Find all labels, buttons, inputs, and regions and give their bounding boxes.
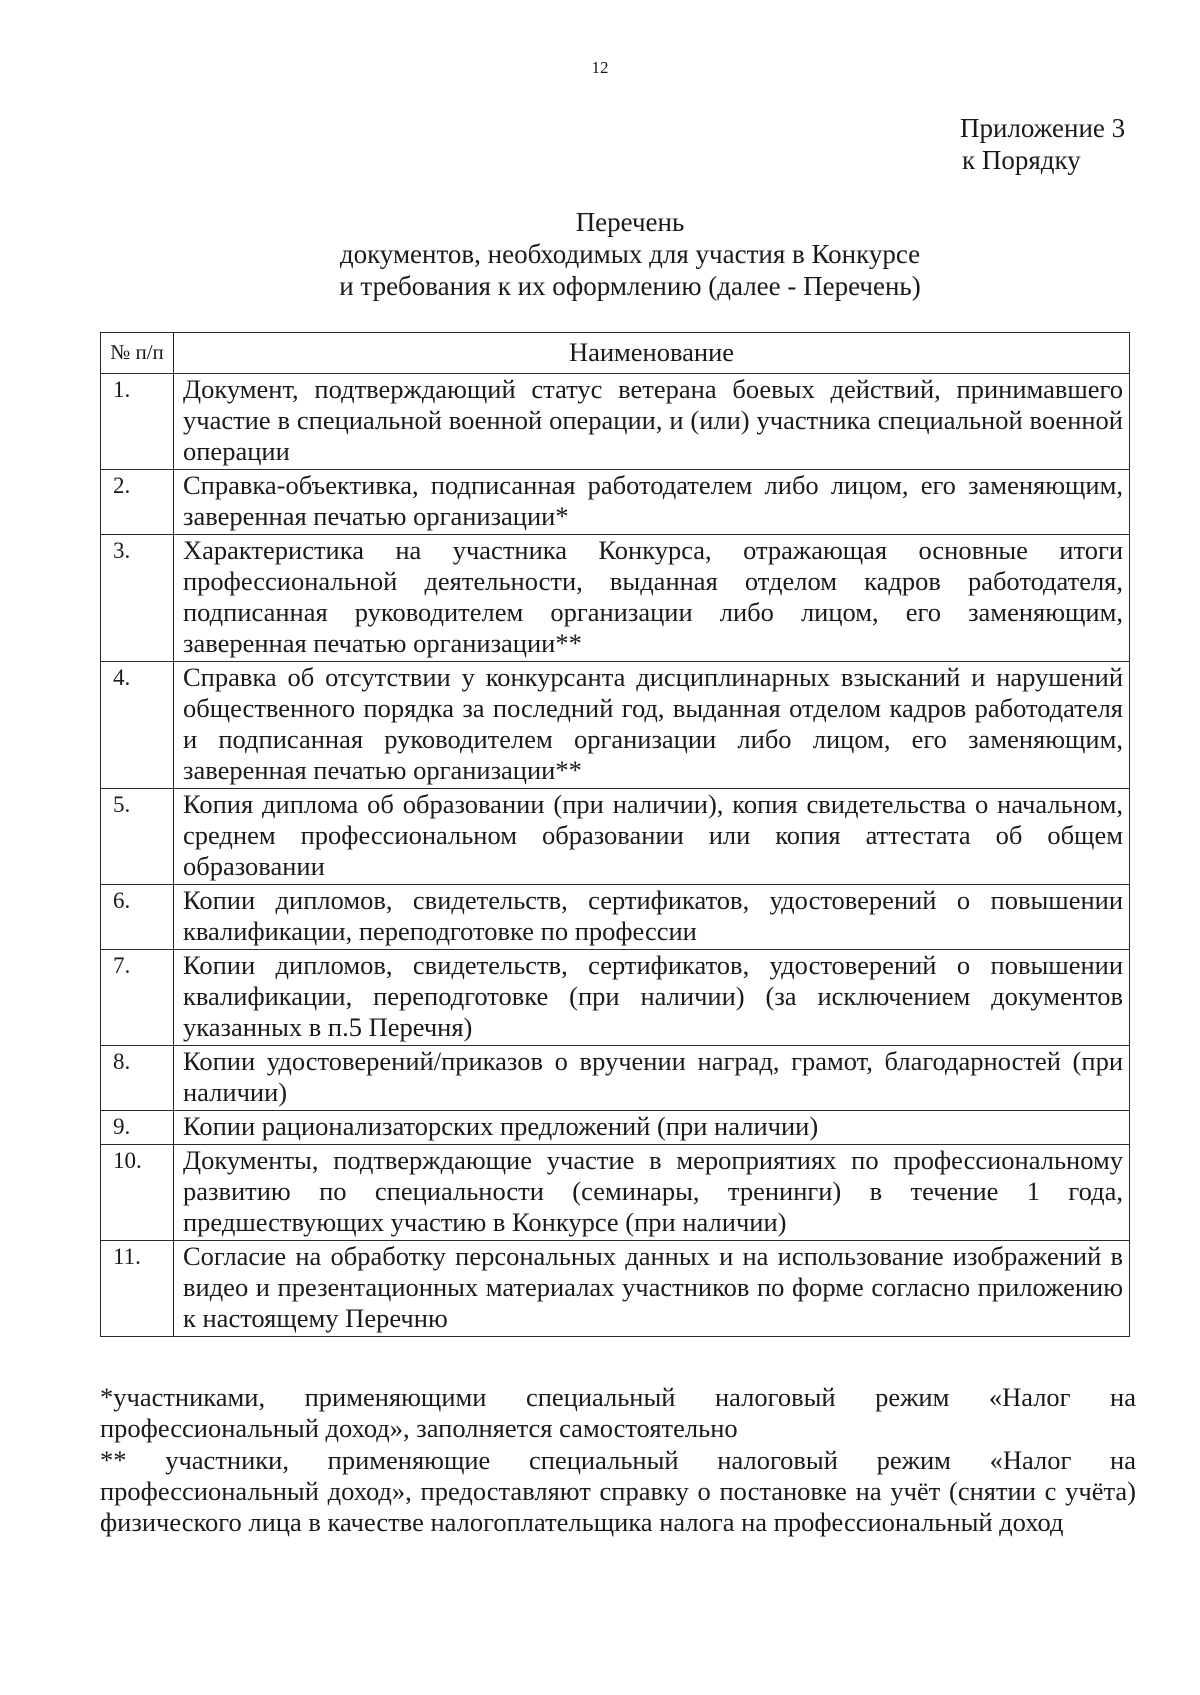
row-name: Согласие на обработку персональных данных и на использование изображений в видео и презентационных материалах участников по форме согласно приложению к настоящему Перечню bbox=[174, 1241, 1130, 1337]
document-title bbox=[0, 206, 1200, 302]
row-name: Копии дипломов, свидетельств, сертификатов, удостоверений о повышении квалификации, переподготовке по профессии bbox=[174, 885, 1130, 950]
header-name: Наименование bbox=[174, 333, 1130, 374]
row-number: 2. bbox=[101, 470, 174, 535]
title-line-2: документов, необходимых для участия в Конкурсе bbox=[339, 239, 921, 269]
row-number: 10. bbox=[101, 1145, 174, 1241]
table-row bbox=[101, 535, 1130, 662]
row-name: Характеристика на участника Конкурса, отражающая основные итоги профессиональной деятельности, выданная отделом кадров работодателя, подписанная руководителем организации либо лицом, его заменяющим, заверенная печатью организации** bbox=[174, 535, 1130, 662]
header-number: № п/п bbox=[101, 333, 174, 374]
table-header-row bbox=[101, 333, 1130, 374]
row-name: Копии дипломов, свидетельств, сертификатов, удостоверений о повышении квалификации, переподготовке (при наличии) (за исключением документов указанных в п.5 Перечня) bbox=[174, 950, 1130, 1046]
row-name: Копии удостоверений/приказов о вручении наград, грамот, благодарностей (при наличии) bbox=[174, 1046, 1130, 1111]
row-number: 5. bbox=[101, 789, 174, 885]
appendix-heading bbox=[960, 112, 1125, 176]
table-row bbox=[101, 374, 1130, 470]
row-name: Документ, подтверждающий статус ветерана боевых действий, принимавшего участие в специальной военной операции, и (или) участника специальной военной операции bbox=[174, 374, 1130, 470]
table-body bbox=[101, 374, 1130, 1337]
row-number: 6. bbox=[101, 885, 174, 950]
row-number: 3. bbox=[101, 535, 174, 662]
table-row bbox=[101, 470, 1130, 535]
row-name: Документы, подтверждающие участие в мероприятиях по профессиональному развитию по специальности (семинары, тренинги) в течение 1 года, предшествующих участию в Конкурсе (при наличии) bbox=[174, 1145, 1130, 1241]
title-line-3: и требования к их оформлению (далее - Перечень) bbox=[339, 271, 921, 301]
title-line-1: Перечень bbox=[575, 207, 685, 237]
table-row bbox=[101, 1046, 1130, 1111]
table-row bbox=[101, 950, 1130, 1046]
table-row bbox=[101, 1111, 1130, 1145]
documents-table bbox=[100, 332, 1130, 1337]
row-number: 9. bbox=[101, 1111, 174, 1145]
table-row bbox=[101, 789, 1130, 885]
row-name: Справка об отсутствии у конкурсанта дисциплинарных взысканий и нарушений общественного порядка за последний год, выданная отделом кадров работодателя и подписанная руководителем организации либо лицом, его заменяющим, заверенная печатью организации** bbox=[174, 662, 1130, 789]
row-name: Копии рационализаторских предложений (при наличии) bbox=[174, 1111, 1130, 1145]
footnote-2: ** участники, применяющие специальный налоговый режим «Налог на профессиональный доход», предоставляют справку о постановке на учёт (снятии с учёта) физического лица в качестве налогоплательщика налога на профессиональный доход bbox=[100, 1445, 1136, 1537]
table-row bbox=[101, 1241, 1130, 1337]
footnote-1: *участниками, применяющими специальный налоговый режим «Налог на профессиональный доход», заполняется самостоятельно bbox=[100, 1382, 1136, 1443]
row-name: Справка-объективка, подписанная работодателем либо лицом, его заменяющим, заверенная печатью организации* bbox=[174, 470, 1130, 535]
page-number: 12 bbox=[591, 58, 609, 77]
table-row bbox=[101, 1145, 1130, 1241]
table-row bbox=[101, 662, 1130, 789]
row-name: Копия диплома об образовании (при наличии), копия свидетельства о начальном, среднем профессиональном образовании или копия аттестата об общем образовании bbox=[174, 789, 1130, 885]
table-row bbox=[101, 885, 1130, 950]
row-number: 1. bbox=[101, 374, 174, 470]
appendix-line-2: к Порядку bbox=[962, 145, 1081, 175]
footnotes bbox=[100, 1382, 1136, 1538]
row-number: 4. bbox=[101, 662, 174, 789]
row-number: 8. bbox=[101, 1046, 174, 1111]
row-number: 7. bbox=[101, 950, 174, 1046]
row-number: 11. bbox=[101, 1241, 174, 1337]
appendix-line-1: Приложение 3 bbox=[960, 113, 1126, 143]
